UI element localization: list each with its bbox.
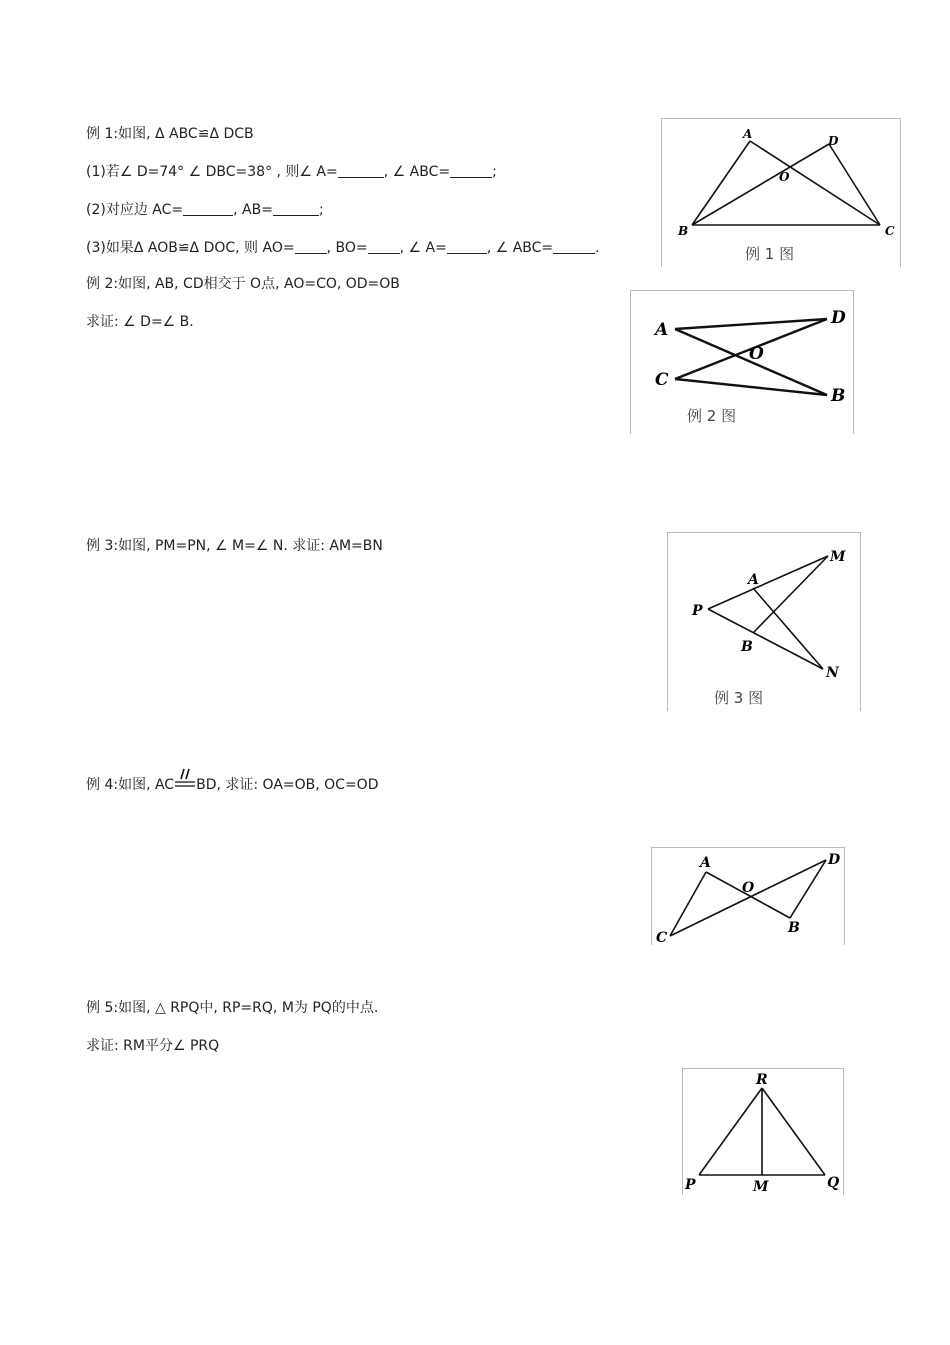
vertex-label-b: B [831, 386, 846, 406]
ex1-q2-text-a: (2)对应边 AC= [86, 202, 184, 218]
ex1-question-2 [86, 200, 324, 220]
vertex-label-o: O [742, 880, 755, 896]
vertex-label-c: C [656, 930, 668, 945]
vertex-label-d: D [828, 852, 841, 868]
vertex-label-r: R [756, 1072, 768, 1088]
answer-blank-angle-a[interactable] [338, 163, 384, 178]
ex1-q3-text-a: (3)如果Δ AOB≌Δ DOC, 则 AO= [86, 240, 295, 256]
ex2-prove: 求证: ∠ D=∠ B. [86, 314, 194, 330]
vertex-label-q: Q [827, 1175, 840, 1191]
ex5-diagram [683, 1069, 843, 1195]
vertex-label-n: N [826, 665, 839, 681]
ex1-title: 例 1:如图, Δ ABC≌Δ DCB [86, 126, 254, 142]
vertex-label-o: O [779, 170, 790, 184]
vertex-label-b: B [678, 224, 689, 238]
ex1-question-3 [86, 238, 600, 258]
answer-blank-ac[interactable] [183, 201, 233, 216]
vertex-label-b: B [741, 639, 753, 655]
vertex-label-p: P [692, 603, 703, 619]
answer-blank-bo[interactable] [368, 239, 400, 254]
vertex-label-b: B [788, 920, 800, 936]
ex1-diagram [662, 119, 900, 267]
ex4-statement [86, 771, 378, 795]
ex2-figure [630, 290, 854, 434]
ex4-figure [651, 847, 845, 945]
ex1-q3-text-b: , BO= [326, 240, 368, 256]
answer-blank-ab[interactable] [273, 201, 319, 216]
ex4-text-a: 例 4:如图, AC [86, 777, 175, 793]
answer-blank-ao[interactable] [295, 239, 327, 254]
ex1-q1-text-c: ; [492, 164, 497, 180]
ex4-diagram [652, 848, 844, 945]
ex1-figure [661, 118, 901, 267]
vertex-label-d: D [831, 308, 846, 328]
parallel-equal-icon [174, 771, 196, 793]
ex3-figure-caption: 例 3 图 [714, 689, 764, 707]
vertex-label-c: C [655, 370, 669, 390]
vertex-label-a: A [700, 855, 711, 871]
ex1-q2-text-c: ; [318, 202, 324, 218]
ex3-diagram [668, 533, 860, 711]
vertex-label-m: M [753, 1179, 769, 1195]
ex1-q3-text-d: , ∠ ABC= [486, 240, 554, 256]
ex1-q2-text-b: , AB= [233, 202, 273, 218]
ex3-figure [667, 532, 861, 711]
ex2-figure-caption: 例 2 图 [687, 407, 737, 425]
vertex-label-p: P [685, 1177, 696, 1193]
vertex-label-a: A [748, 572, 759, 588]
ex1-q1-text-b: , ∠ ABC= [383, 164, 451, 180]
answer-blank-angle-abc[interactable] [450, 163, 492, 178]
ex3-statement: 例 3:如图, PM=PN, ∠ M=∠ N. 求证: AM=BN [86, 538, 383, 554]
vertex-label-d: D [828, 134, 839, 148]
vertex-label-a: A [743, 127, 753, 141]
answer-blank-angle-abc-2[interactable] [553, 239, 595, 254]
ex1-q3-text-e: . [595, 240, 600, 256]
ex1-q1-text-a: (1)若∠ D=74° ∠ DBC=38° , 则∠ A= [86, 164, 338, 180]
ex5-statement: 例 5:如图, △ RPQ中, RP=RQ, M为 PQ的中点. [86, 1000, 379, 1016]
ex5-figure [682, 1068, 844, 1195]
ex1-question-1 [86, 162, 497, 182]
ex2-statement: 例 2:如图, AB, CD相交于 O点, AO=CO, OD=OB [86, 276, 400, 292]
ex2-diagram [631, 291, 853, 434]
ex4-text-b: BD, 求证: OA=OB, OC=OD [196, 777, 379, 793]
vertex-label-o: O [749, 344, 764, 364]
vertex-label-m: M [830, 549, 846, 565]
ex1-figure-caption: 例 1 图 [745, 245, 795, 263]
ex1-q3-text-c: , ∠ A= [399, 240, 447, 256]
answer-blank-angle-a-2[interactable] [447, 239, 487, 254]
ex5-prove: 求证: RM平分∠ PRQ [86, 1038, 220, 1054]
vertex-label-a: A [655, 320, 669, 340]
vertex-label-c: C [885, 224, 895, 238]
